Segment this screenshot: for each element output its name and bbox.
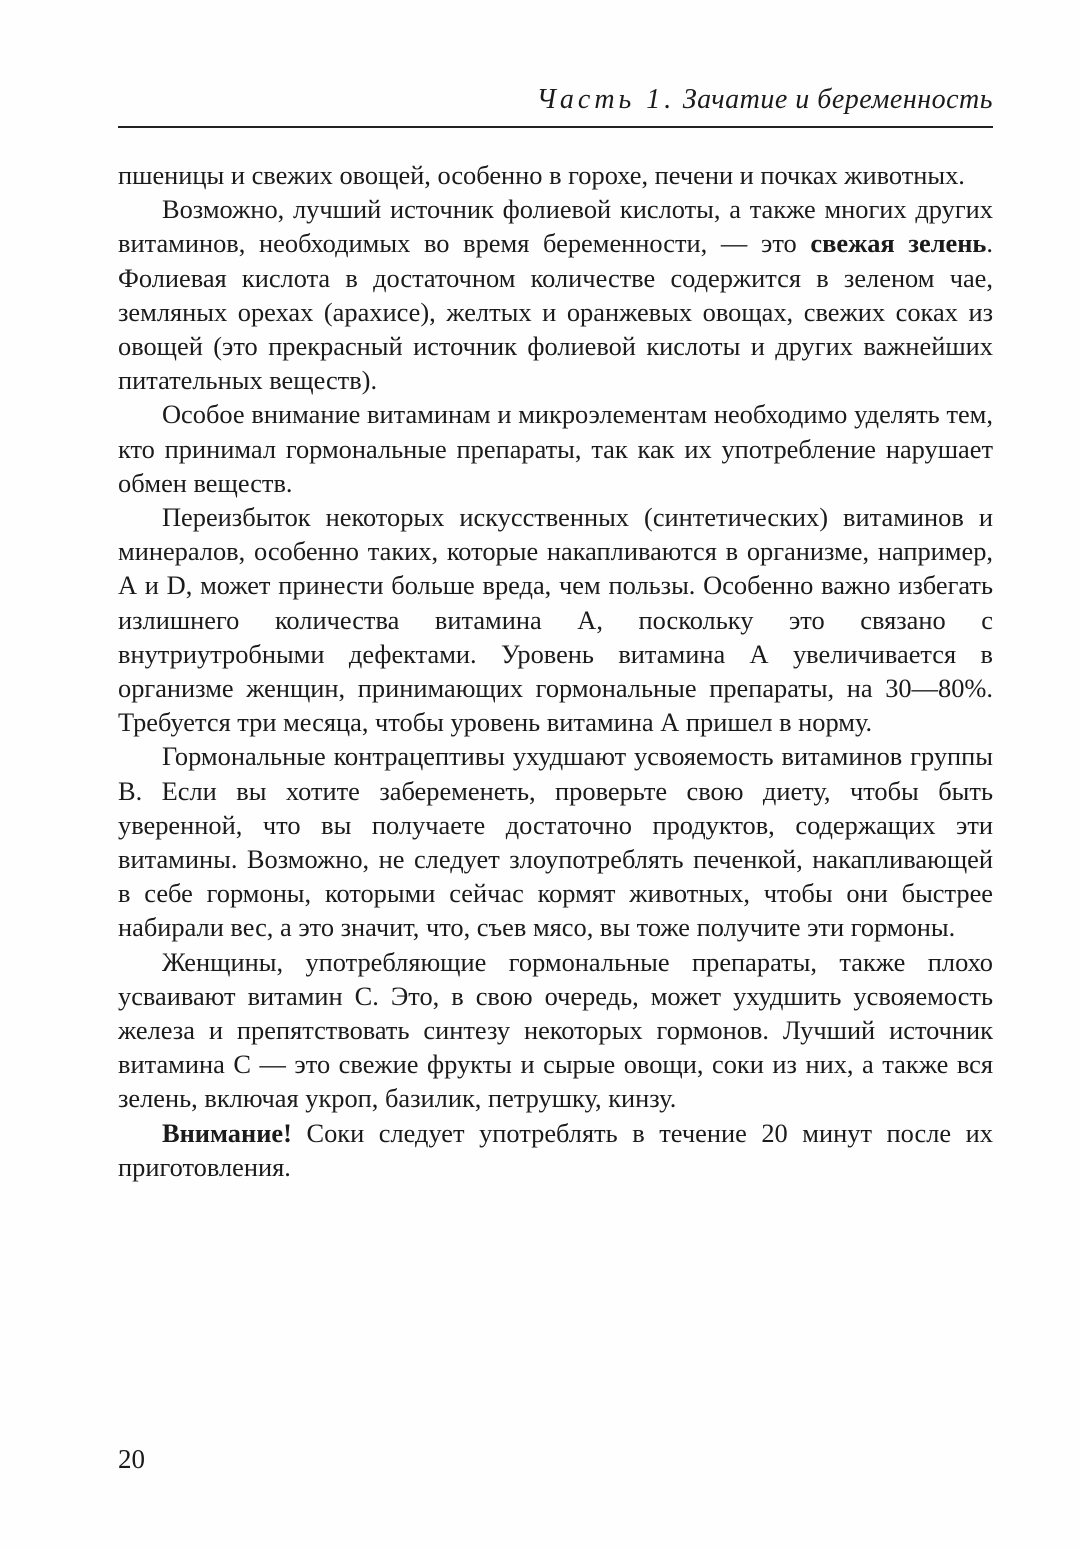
body-text: [118, 158, 993, 1184]
attention-label: Внимание!: [162, 1117, 292, 1148]
page-number: 20: [118, 1444, 145, 1474]
paragraph-contraceptives: Гормональные контрацептивы ухудшают усвояемость витаминов группы В. Если вы хотите забеременеть, проверьте свою диету, чтобы быть уверенной, что вы получаете достаточно продуктов, содержащих эти витамины. Возможно, не следует злоупотреблять печенкой, накапливающей в себе гормоны, которыми сейчас кормят животных, чтобы они быстрее набирали вес, а это значит, что, съев мясо, вы тоже получите эти гормоны.: [118, 741, 993, 943]
running-header: [118, 84, 993, 116]
header-rule: [118, 126, 993, 128]
paragraph-text: . Фолиевая кислота в достаточном количестве содержится в зеленом чае, земляных орехах (арахисе), желтых и оранжевых овощах, свежих соках из овощей (это прекрасный источник фолиевой кислоты и других важнейших питательных веществ).: [118, 228, 993, 396]
paragraph-continuation: пшеницы и свежих овощей, особенно в горохе, печени и почках животных.: [118, 160, 965, 190]
paragraph-folic-acid: [118, 192, 993, 397]
bold-term: свежая зелень: [810, 228, 987, 259]
paragraph-text: Возможно, лучший источник фолиевой кислоты, а также многих других витаминов, необходимых во время беременности, — это: [118, 194, 993, 259]
part-label: Часть 1.: [536, 84, 676, 115]
paragraph-attention-note: [118, 1116, 993, 1184]
paragraph-vitamin-c: Женщины, употребляющие гормональные препараты, также плохо усваивают витамин С. Это, в свою очередь, может ухудшить усвояемость железа и препятствовать синтезу некоторых гормонов. Лучший источник витамина С — это свежие фрукты и сырые овощи, соки из них, а также вся зелень, включая укроп, базилик, петрушку, кинзу.: [118, 946, 993, 1114]
paragraph-hormonal-attention: Особое внимание витаминам и микроэлементам необходимо уделять тем, кто принимал гормональные препараты, так как их употребление нарушает обмен веществ.: [118, 399, 993, 498]
paragraph-vitamin-excess: Переизбыток некоторых искусственных (синтетических) витаминов и минералов, особенно таких, которые накапливаются в организме, например, А и D, может принести больше вреда, чем пользы. Особенно важно избегать излишнего количества витамина А, поскольку это связано с внутриутробными дефектами. Уровень витамина А увеличивается в организме женщин, принимающих гормональные препараты, на 30—80%. Требуется три месяца, чтобы уровень витамина А пришел в норму.: [118, 502, 993, 738]
chapter-title: Зачатие и беременность: [682, 84, 993, 115]
paragraph-text: Соки следует употреблять в течение 20 минут после их приготовления.: [118, 1117, 993, 1182]
